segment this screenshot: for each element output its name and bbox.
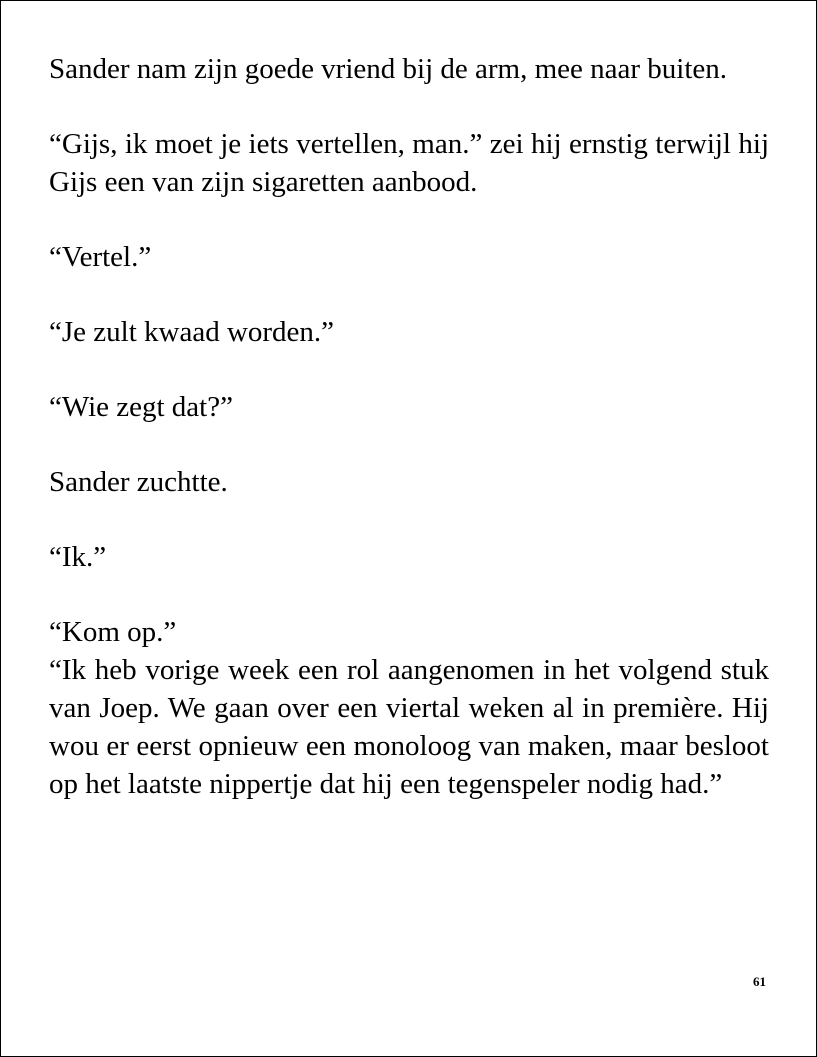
paragraph-dialogue-3: “Je zult kwaad worden.” [49, 316, 335, 348]
paragraph-dialogue-2: “Vertel.” [49, 241, 152, 273]
body-text [49, 50, 769, 840]
paragraph-dialogue-1: “Gijs, ik moet je iets vertellen, man.” zei hij ernstig terwijl hij Gijs een van zijn sigaretten aanbood. [49, 128, 769, 198]
page-number: 61 [753, 974, 766, 989]
paragraph-dialogue-6: “Kom op.” [49, 616, 177, 648]
paragraph-narration-1: Sander nam zijn goede vriend bij de arm, mee naar buiten. [49, 53, 728, 85]
paragraph-dialogue-7: “Ik heb vorige week een rol aangenomen in het volgend stuk van Joep. We gaan over een viertal weken al in première. Hij wou er eerst opnieuw een monoloog van maken, maar besloot op het laatste nippertje dat hij een tegenspeler nodig had.” [49, 654, 769, 800]
paragraph-dialogue-5: “Ik.” [49, 541, 107, 573]
paragraph-dialogue-4: “Wie zegt dat?” [49, 391, 233, 423]
paragraph-narration-2: Sander zuchtte. [49, 466, 228, 498]
